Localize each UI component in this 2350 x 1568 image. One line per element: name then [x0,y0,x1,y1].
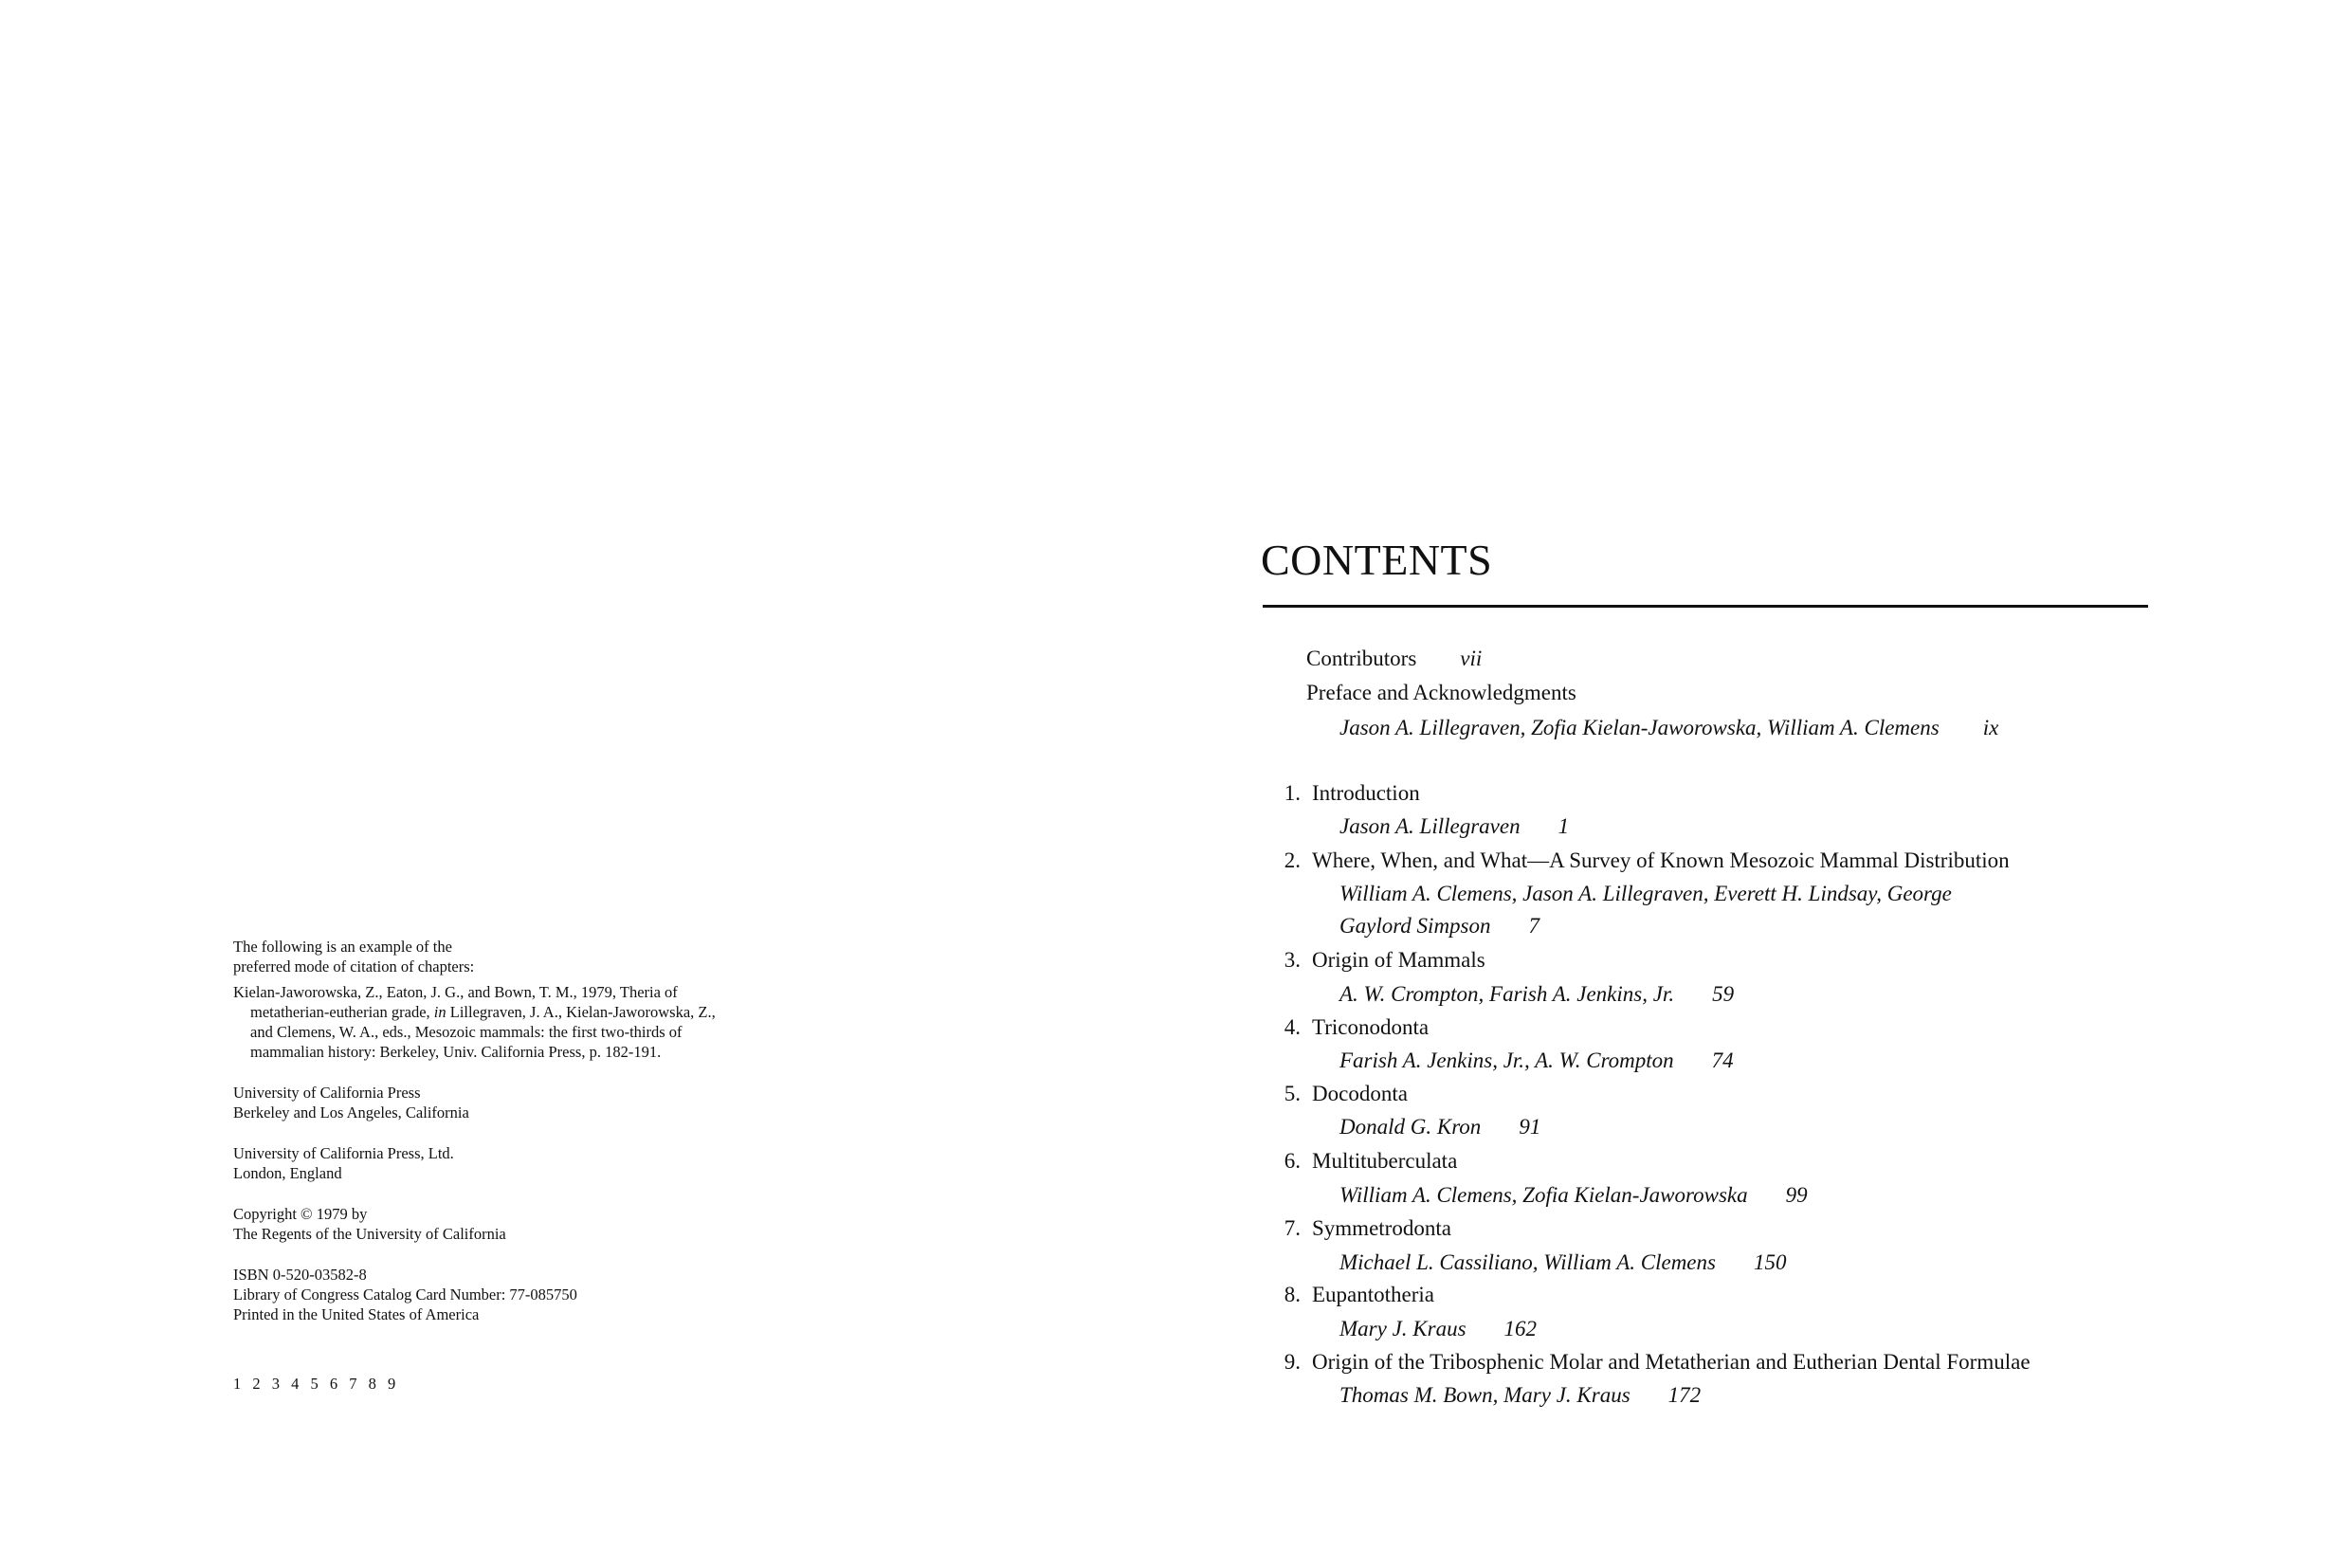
toc-title: Where, When, and What—A Survey of Known Mesozoic Mammal Distribution [1312,848,2010,872]
toc-title: Docodonta [1312,1082,1408,1105]
chapter-number: 6. [1284,1149,1301,1173]
toc-authors: Michael L. Cassiliano, William A. Clemens [1339,1250,1716,1274]
toc-title: Eupantotheria [1312,1283,1435,1306]
toc-page-number: 99 [1785,1183,1808,1207]
chapter-number: 8. [1284,1283,1301,1306]
publisher-line: University of California Press, Ltd. [233,1144,454,1162]
print-run-numbers: 1 2 3 4 5 6 7 8 9 [233,1375,400,1393]
citation-intro [233,937,897,976]
chapter-number: 5. [1284,1082,1301,1105]
publisher-us [233,1083,897,1122]
contents-page [1175,0,2350,1568]
citation-example [233,982,897,1062]
chapter-number: 4. [1284,1015,1301,1039]
toc-page-number: 74 [1711,1048,1734,1072]
toc-authors: William A. Clemens, Zofia Kielan-Jaworowska [1339,1183,1748,1207]
toc-authors-continued: Gaylord Simpson [1339,914,1491,938]
chapter-number: 3. [1284,948,1301,972]
toc-page-number: 1 [1558,814,1570,838]
toc-title: Preface and Acknowledgments [1306,681,1576,704]
lccn: Library of Congress Catalog Card Number: 77-085750 [233,1285,577,1304]
toc-page-number: vii [1460,647,1483,670]
toc-page-number: 150 [1753,1250,1787,1274]
toc-page-number: 172 [1667,1383,1702,1407]
toc-authors: Mary J. Kraus [1339,1317,1466,1340]
toc-authors: William A. Clemens, Jason A. Lillegraven, Everett H. Lindsay, George [1339,882,1952,905]
toc-title: Symmetrodonta [1312,1216,1451,1240]
toc-authors: Donald G. Kron [1339,1115,1482,1139]
copyright-line: The Regents of the University of California [233,1225,506,1243]
toc-title: Origin of Mammals [1312,948,1485,972]
toc-authors: Thomas M. Bown, Mary J. Kraus [1339,1383,1630,1407]
chapter-number: 1. [1284,781,1301,805]
citation-line: and Clemens, W. A., eds., Mesozoic mammals: the first two-thirds of [250,1023,683,1041]
citation-intro-line: The following is an example of the [233,938,452,956]
citation-line: Kielan-Jaworowska, Z., Eaton, J. G., and Bown, T. M., 1979, Theria of [233,983,678,1001]
citation-line: mammalian history: Berkeley, Univ. California Press, p. 182-191. [250,1043,662,1061]
toc-title: Introduction [1312,781,1420,805]
toc-title: Origin of the Tribosphenic Molar and Metatherian and Eutherian Dental Formulae [1312,1350,2031,1374]
imprint-block [233,937,897,1414]
toc-authors: Farish A. Jenkins, Jr., A. W. Crompton [1339,1048,1674,1072]
toc-authors: Jason A. Lillegraven, Zofia Kielan-Jaworowska, William A. Clemens [1339,716,1940,739]
printed-in: Printed in the United States of America [233,1305,480,1323]
citation-line: metatherian-eutherian grade, in Lillegraven, J. A., Kielan-Jaworowska, Z., [250,1003,716,1021]
copyright-notice [233,1204,897,1244]
toc-page-number: 59 [1712,982,1735,1006]
chapter-number: 9. [1284,1350,1301,1374]
toc-page-number: ix [1982,716,1999,739]
citation-intro-line: preferred mode of citation of chapters: [233,957,475,975]
chapter-number: 2. [1284,848,1301,872]
toc-title: Contributors [1306,647,1417,670]
toc-page-number: 91 [1519,1115,1541,1139]
toc-authors: A. W. Crompton, Farish A. Jenkins, Jr. [1339,982,1675,1006]
catalog-info [233,1265,897,1324]
publisher-uk [233,1143,897,1183]
publisher-line: University of California Press [233,1084,421,1102]
toc-title: Multituberculata [1312,1149,1458,1173]
chapter-number: 7. [1284,1216,1301,1240]
toc-page-number: 162 [1503,1317,1538,1340]
publisher-line: London, England [233,1164,342,1182]
isbn: ISBN 0-520-03582-8 [233,1266,367,1284]
heading-rule [1263,605,2148,608]
toc-page-number: 7 [1528,914,1540,938]
contents-heading: CONTENTS [1261,536,1493,584]
toc-title: Triconodonta [1312,1015,1430,1039]
toc-authors: Jason A. Lillegraven [1339,814,1521,838]
copyright-line: Copyright © 1979 by [233,1205,368,1223]
publisher-line: Berkeley and Los Angeles, California [233,1103,469,1121]
